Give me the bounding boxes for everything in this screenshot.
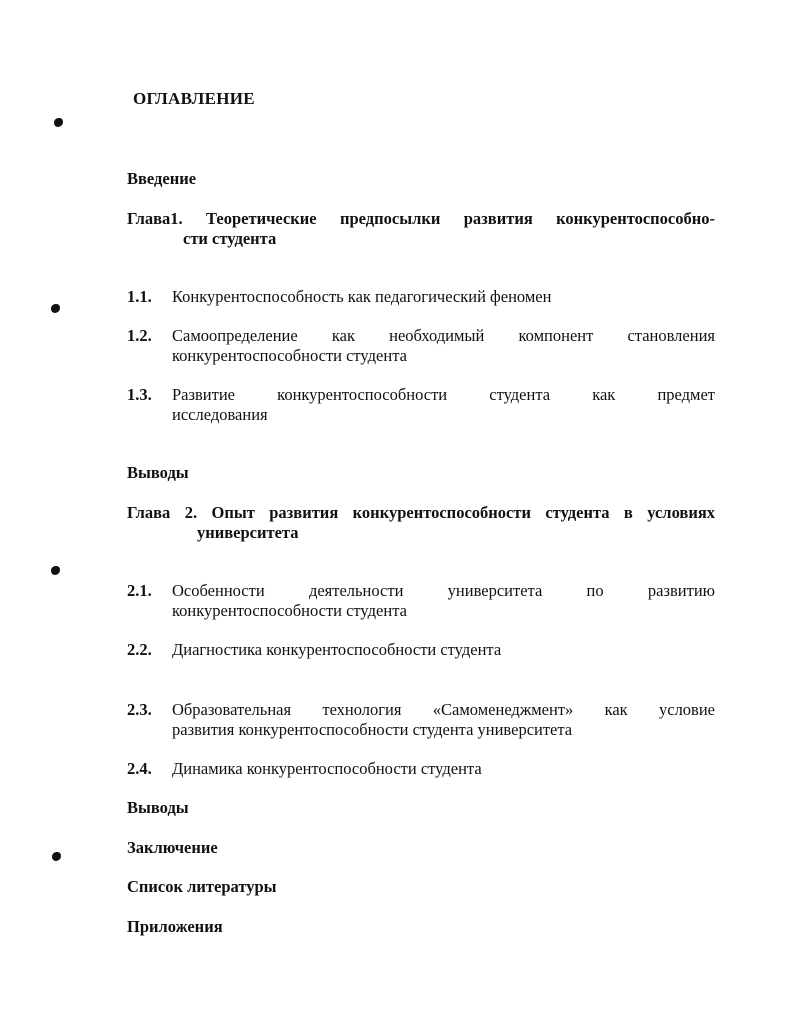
toc-introduction: Введение — [127, 169, 197, 188]
toc-item-title: Динамика конкурентоспособности студента — [172, 759, 482, 778]
toc-conclusion: Заключение — [127, 838, 218, 857]
toc-item-1-3 — [127, 385, 715, 425]
toc-item-2-2 — [127, 640, 715, 660]
chapter-2-heading-line-2: университета — [197, 523, 299, 542]
toc-chapter-2-conclusions: Выводы — [127, 798, 189, 817]
binder-hole-mark — [51, 566, 60, 575]
chapter-1-heading-line-2: сти студента — [183, 229, 277, 248]
toc-item-number: 2.4. — [127, 759, 152, 778]
page-title: ОГЛАВЛЕНИЕ — [133, 89, 255, 108]
binder-hole-mark — [54, 118, 63, 127]
toc-item-title-line-1: Особенности деятельности университета по развитию — [172, 581, 715, 600]
toc-item-title-line-1: Самоопределение как необходимый компонент становления — [172, 326, 715, 345]
toc-item-title-line-1: Развитие конкурентоспособности студента как предмет — [172, 385, 715, 404]
toc-item-number: 1.3. — [127, 385, 152, 404]
toc-item-2-1 — [127, 581, 715, 621]
toc-item-title-line-2: конкурентоспособности студента — [172, 346, 407, 365]
chapter-1-heading-line-1: Глава1. Теоретические предпосылки развития конкурентоспособно- — [127, 209, 715, 228]
toc-item-number: 2.1. — [127, 581, 152, 600]
toc-item-number: 2.2. — [127, 640, 152, 659]
toc-item-2-4 — [127, 759, 715, 779]
toc-chapter-1-conclusions: Выводы — [127, 463, 189, 482]
toc-item-1-1 — [127, 287, 715, 307]
toc-bibliography: Список литературы — [127, 877, 277, 896]
toc-item-title-line-1: Образовательная технология «Самоменеджмент» как условие — [172, 700, 715, 719]
toc-item-1-2 — [127, 326, 715, 366]
chapter-2-heading-line-1: Глава 2. Опыт развития конкурентоспособности студента в условиях — [127, 503, 715, 522]
binder-hole-mark — [52, 852, 61, 861]
toc-item-number: 1.1. — [127, 287, 152, 306]
toc-item-title-line-2: исследования — [172, 405, 268, 424]
toc-item-2-3 — [127, 700, 715, 740]
toc-chapter-1-heading — [127, 209, 715, 249]
toc-chapter-2-heading — [127, 503, 715, 543]
toc-item-number: 2.3. — [127, 700, 152, 719]
toc-item-title: Конкурентоспособность как педагогический феномен — [172, 287, 552, 306]
toc-item-title-line-2: конкурентоспособности студента — [172, 601, 407, 620]
toc-item-title: Диагностика конкурентоспособности студента — [172, 640, 502, 659]
toc-appendices: Приложения — [127, 917, 223, 936]
toc-item-number: 1.2. — [127, 326, 152, 345]
binder-hole-mark — [51, 304, 60, 313]
toc-item-title-line-2: развития конкурентоспособности студента университета — [172, 720, 573, 739]
